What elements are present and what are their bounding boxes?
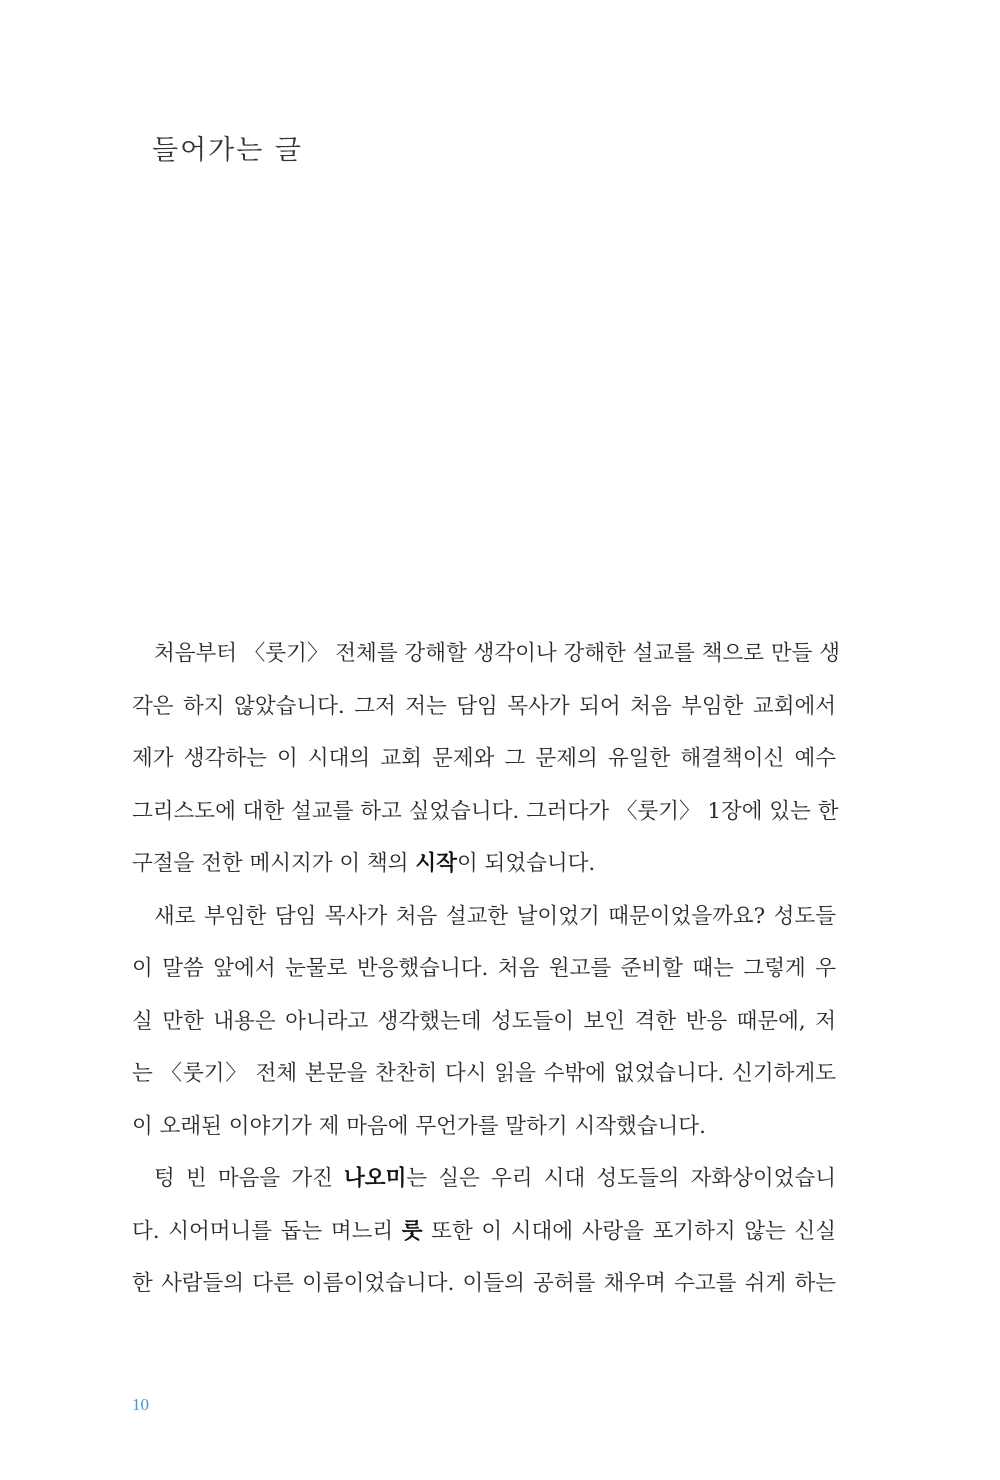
page-title: 들어가는 글 xyxy=(152,135,303,166)
text-line: 실 만한 내용은 아니라고 생각했는데 성도들이 보인 격한 반응 때문에, 저 xyxy=(132,1008,836,1034)
text-line: 다. 시어머니를 돕는 며느리 룻 또한 이 시대에 사랑을 포기하지 않는 신실 xyxy=(132,1218,836,1244)
text-line: 이 말씀 앞에서 눈물로 반응했습니다. 처음 원고를 준비할 때는 그렇게 우 xyxy=(132,956,836,981)
text-line: 구절을 전한 메시지가 이 책의 시작이 되었습니다. xyxy=(132,851,596,876)
text-line: 제가 생각하는 이 시대의 교회 문제와 그 문제의 유일한 해결책이신 예수 xyxy=(132,746,836,771)
text-line: 새로 부임한 담임 목사가 처음 설교한 날이었기 때문이었을까요? 성도들 xyxy=(154,903,836,929)
emphasis-text: 나오미 xyxy=(344,1166,407,1191)
text-line: 각은 하지 않았습니다. 그저 저는 담임 목사가 되어 처음 부임한 교회에서 xyxy=(132,693,836,719)
emphasis-text: 룻 xyxy=(401,1218,423,1244)
text-line: 한 사람들의 다른 이름이었습니다. 이들의 공허를 채우며 수고를 쉬게 하는 xyxy=(132,1271,836,1296)
text-line: 텅 빈 마음을 가진 나오미는 실은 우리 시대 성도들의 자화상이었습니 xyxy=(154,1166,836,1191)
page-number: 10 xyxy=(132,1395,149,1414)
emphasis-text: 시작 xyxy=(415,851,457,876)
text-line: 처음부터 〈룻기〉 전체를 강해할 생각이나 강해한 설교를 책으로 만들 생 xyxy=(154,641,841,666)
text-line: 는 〈룻기〉 전체 본문을 찬찬히 다시 읽을 수밖에 없었습니다. 신기하게도 xyxy=(132,1061,836,1086)
text-line: 그리스도에 대한 설교를 하고 싶었습니다. 그러다가 〈룻기〉 1장에 있는 한 xyxy=(132,798,839,824)
text-line: 이 오래된 이야기가 제 마음에 무언가를 말하기 시작했습니다. xyxy=(132,1113,706,1139)
body-text xyxy=(132,628,841,1311)
